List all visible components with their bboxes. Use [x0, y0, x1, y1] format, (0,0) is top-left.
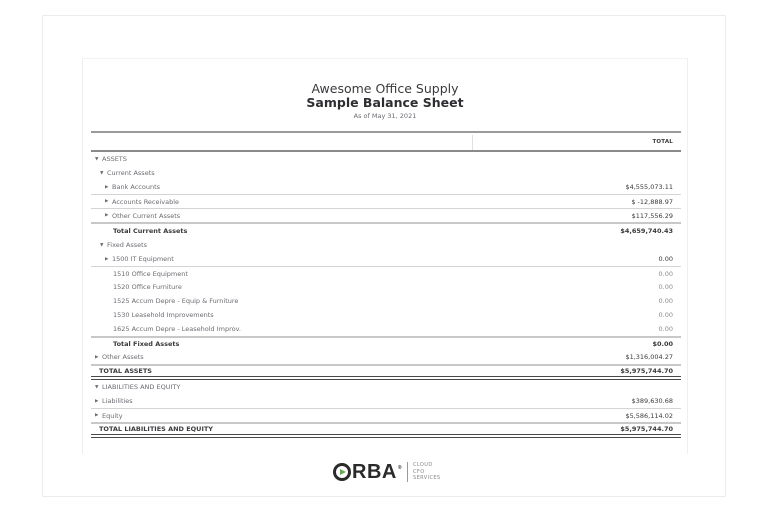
row-accounts-receivable[interactable] [91, 194, 681, 208]
orba-logo [333, 458, 440, 486]
report-rows [91, 152, 681, 438]
row-amount[interactable]: 0.00 [658, 269, 673, 278]
row-label: 1625 Accum Depre - Leasehold Improv. [113, 325, 242, 333]
row-label: TOTAL ASSETS [99, 367, 152, 375]
registered-mark: ® [397, 465, 403, 471]
row-label: Liabilities [102, 397, 133, 405]
row-label: 1510 Office Equipment [113, 269, 188, 278]
row-amount[interactable]: 0.00 [658, 283, 673, 291]
row-label: LIABILITIES AND EQUITY [102, 383, 181, 391]
column-header-total[interactable]: TOTAL [652, 139, 673, 145]
row-label: Fixed Assets [107, 241, 148, 249]
row-liabilities[interactable] [91, 394, 681, 408]
row-other-assets[interactable] [91, 350, 681, 364]
row-bank-accounts[interactable] [91, 180, 681, 194]
report-date: As of May 31, 2021 [353, 112, 417, 120]
row-label: Total Current Assets [113, 227, 188, 235]
caret-right-icon[interactable]: ▶ [105, 213, 109, 218]
row-label: 1525 Accum Depre - Equip & Furniture [113, 297, 239, 305]
row-label: 1500 IT Equipment [112, 255, 174, 263]
row-amount[interactable]: $117,556.29 [631, 211, 673, 220]
caret-right-icon[interactable]: ▶ [95, 413, 99, 418]
row-amount[interactable]: $5,975,744.70 [620, 367, 673, 375]
tagline-line-2: CFO [413, 468, 425, 475]
column-header-row [91, 131, 681, 152]
row-label: 1530 Leasehold Improvements [113, 311, 214, 319]
row-office-furniture[interactable] [91, 280, 681, 294]
row-amount[interactable]: 0.00 [658, 325, 673, 333]
row-equity[interactable] [91, 408, 681, 422]
row-amount[interactable]: 0.00 [658, 311, 673, 319]
row-label: Equity [102, 411, 123, 420]
row-it-equipment[interactable] [91, 252, 681, 266]
company-name: Awesome Office Supply [311, 81, 459, 96]
row-amount[interactable]: $0.00 [652, 340, 673, 348]
row-office-equipment[interactable] [91, 266, 681, 280]
logo-divider [407, 462, 408, 482]
row-label: Current Assets [107, 169, 155, 177]
row-amount[interactable]: 0.00 [658, 297, 673, 305]
row-current-assets[interactable] [91, 166, 681, 180]
row-other-current-assets[interactable] [91, 208, 681, 222]
report-header [83, 82, 687, 122]
row-amount[interactable]: $389,630.68 [631, 397, 673, 405]
caret-right-icon[interactable]: ▶ [95, 354, 99, 360]
tagline-line-1: CLOUD [413, 462, 433, 469]
orba-tagline [413, 462, 440, 482]
row-label: TOTAL LIABILITIES AND EQUITY [99, 425, 214, 433]
caret-right-icon[interactable]: ▶ [95, 398, 99, 404]
column-divider[interactable] [472, 135, 473, 150]
row-amount[interactable]: $5,975,744.70 [620, 425, 673, 433]
row-amount[interactable]: $4,659,740.43 [620, 227, 673, 235]
play-circle-icon [333, 463, 351, 481]
caret-down-icon[interactable]: ▼ [100, 242, 104, 248]
row-label: 1520 Office Furniture [113, 283, 182, 291]
row-label: Accounts Receivable [112, 197, 180, 206]
orba-brand-text: RBA [352, 460, 397, 483]
caret-right-icon[interactable]: ▶ [105, 184, 109, 190]
row-amount[interactable]: $ -12,888.97 [631, 197, 673, 206]
row-total-liabilities-and-equity [91, 422, 681, 438]
row-fixed-assets[interactable] [91, 238, 681, 252]
caret-down-icon[interactable]: ▼ [95, 384, 99, 390]
caret-down-icon[interactable]: ▼ [95, 156, 99, 162]
row-total-fixed-assets [91, 336, 681, 350]
row-label: Other Current Assets [112, 211, 181, 220]
row-amount[interactable]: $4,555,073.11 [625, 183, 673, 191]
caret-right-icon[interactable]: ▶ [105, 256, 109, 262]
row-label: ASSETS [102, 155, 127, 163]
row-liabilities-and-equity[interactable] [91, 380, 681, 394]
row-leasehold-improvements[interactable] [91, 308, 681, 322]
row-amount[interactable]: $5,586,114.02 [625, 411, 673, 420]
row-total-current-assets [91, 222, 681, 238]
row-label: Total Fixed Assets [113, 340, 180, 348]
orba-wordmark [333, 461, 402, 484]
row-amount[interactable]: $1,316,004.27 [625, 353, 673, 361]
row-amount[interactable]: 0.00 [658, 255, 673, 263]
row-label: Other Assets [102, 353, 144, 361]
caret-down-icon[interactable]: ▼ [100, 170, 104, 176]
row-assets[interactable] [91, 152, 681, 166]
row-accum-depre-equip[interactable] [91, 294, 681, 308]
caret-right-icon[interactable]: ▶ [105, 199, 109, 204]
report-title: Sample Balance Sheet [306, 95, 464, 110]
row-accum-depre-leasehold[interactable] [91, 322, 681, 336]
tagline-line-3: SERVICES [413, 475, 441, 482]
row-label: Bank Accounts [112, 183, 161, 191]
row-total-assets [91, 364, 681, 380]
balance-sheet-report [82, 58, 688, 454]
